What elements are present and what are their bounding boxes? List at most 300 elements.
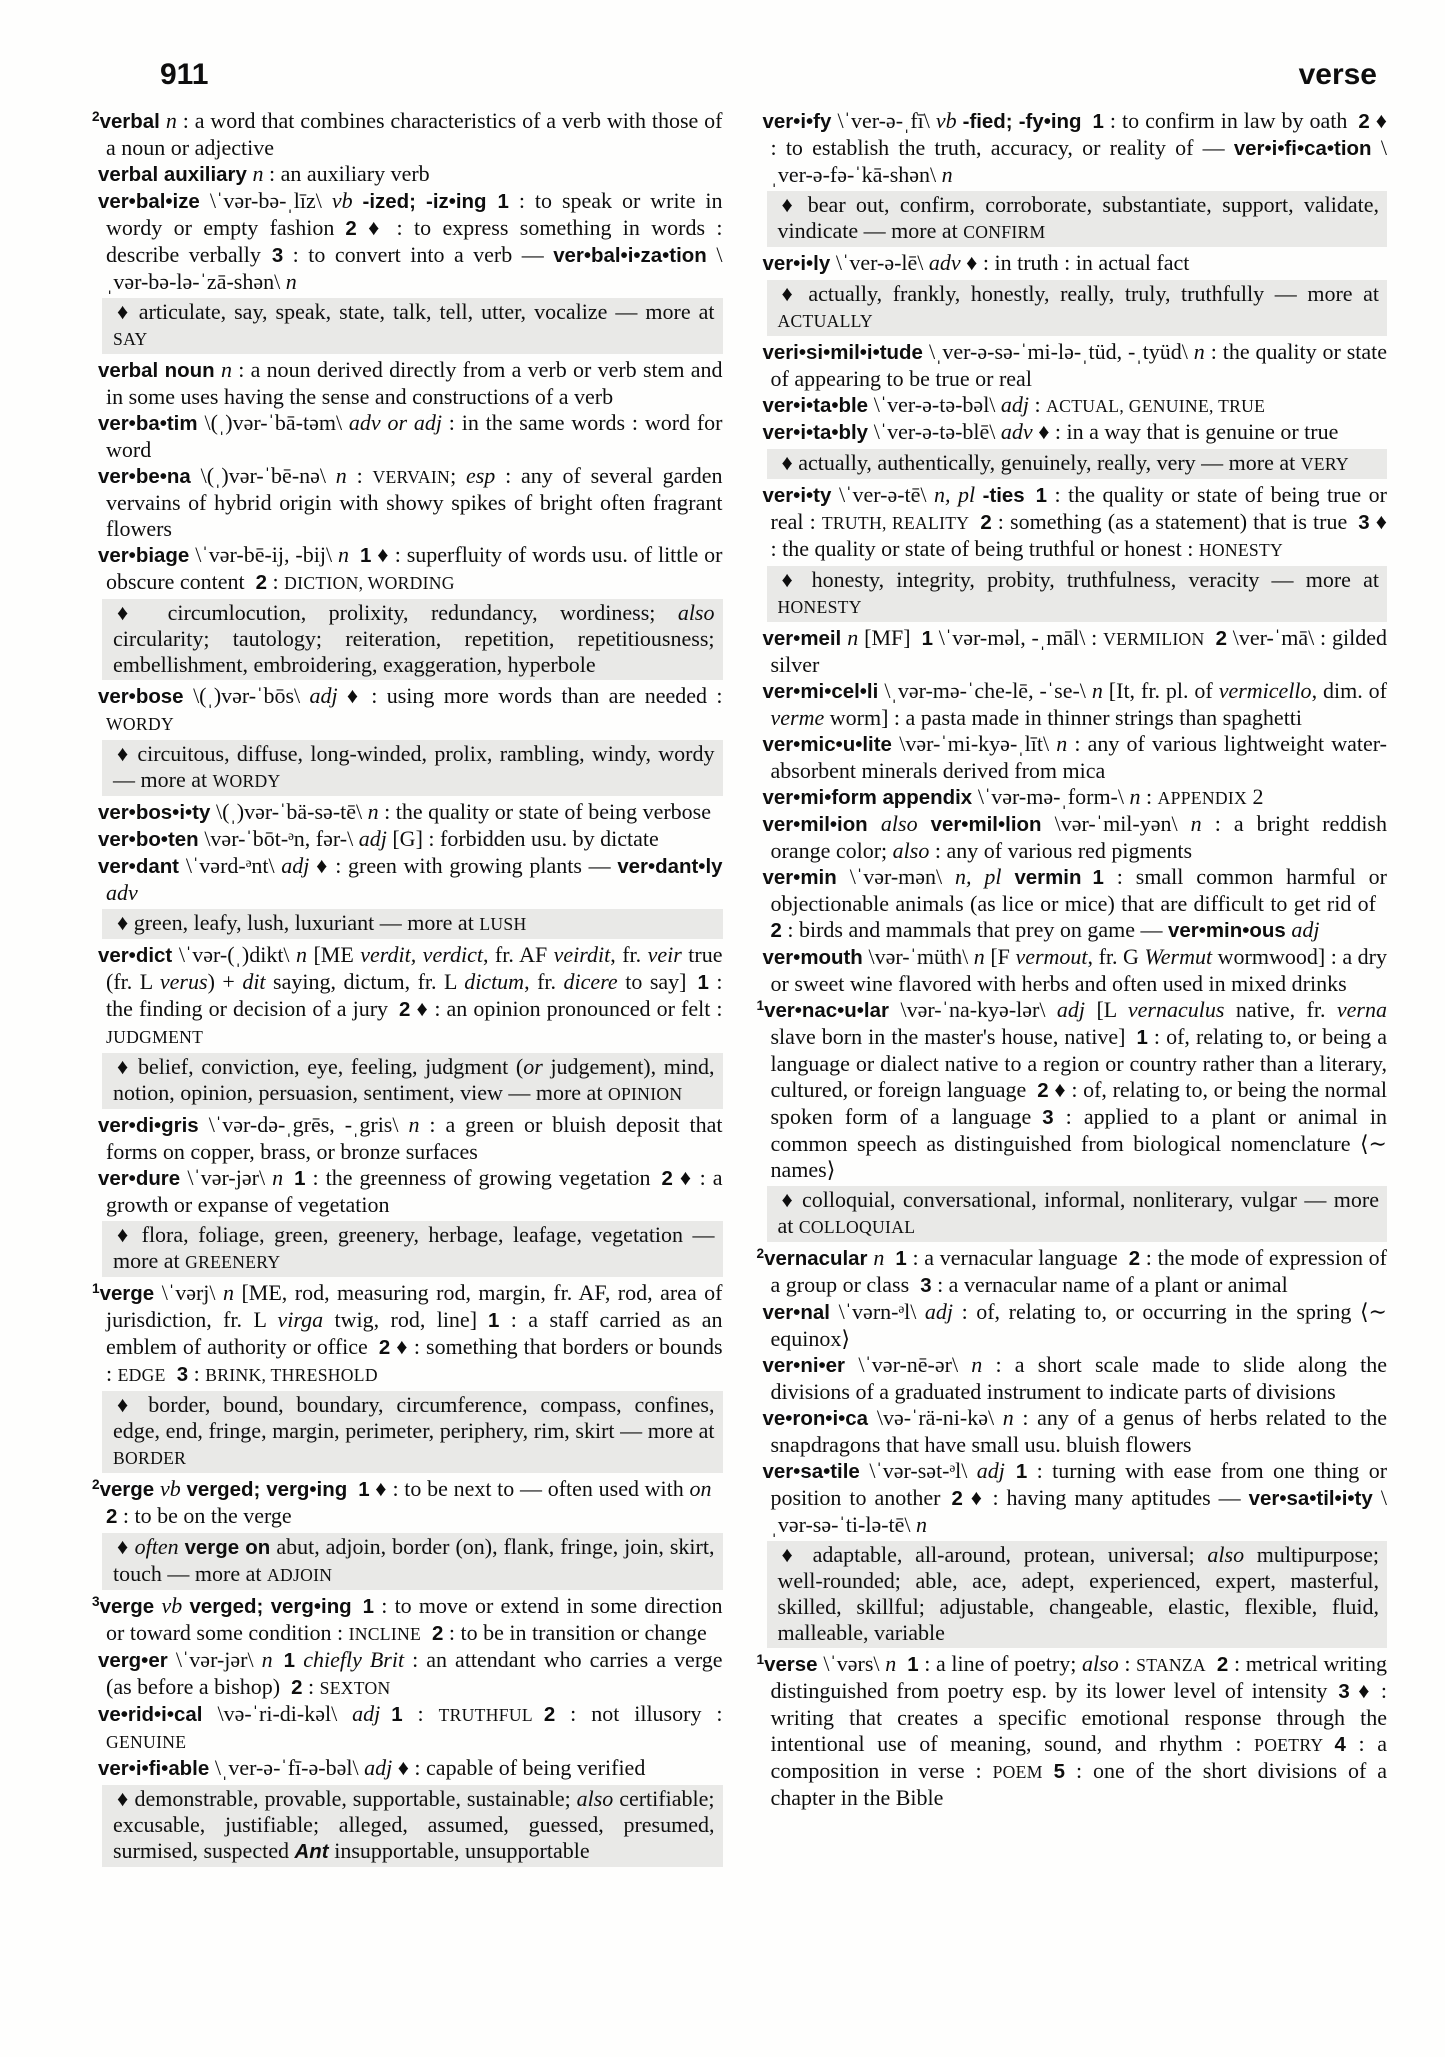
italic-text: often [134,1534,185,1559]
bold-text: vernacular [764,1247,874,1270]
dictionary-entry [92,799,723,826]
italic-text: n [1091,678,1109,703]
plain-text: ♦ : using more words than are needed : [346,683,723,708]
plain-text: ♦ actually, authentically, genuinely, really, very — more at [781,450,1301,475]
bold-text: 1 [488,1309,500,1332]
dictionary-entry [757,482,1388,563]
plain-text: : something (as a statement) that is true [991,509,1359,534]
italic-text: n [335,463,357,488]
plain-text: \ˌver-ə-fə-ˈkā-shən\ [770,135,1387,187]
bold-text: ver•biage [98,544,196,567]
italic-text: n [408,1112,430,1137]
plain-text: ♦ : in truth : in actual fact [966,250,1190,275]
bold-text: ver•dant•ly [617,855,723,878]
plain-text [1081,864,1092,889]
italic-text: vb [161,1593,190,1618]
plain-text [896,1651,907,1676]
bold-text: ver•i•fi•able [98,1757,215,1780]
plain-text: \(ˌ)vər-ˈbōs\ [193,683,310,708]
plain-text: ♦ : of, relating to, or being the normal spoken form of a language [770,1077,1388,1129]
plain-text: : the quality or state of appearing to be true or real [770,339,1388,391]
plain-text: [ME, rod, measuring rod, margin, fr. AF, rod, area of jurisdiction, fr. L [106,1280,723,1332]
plain-text: twig, rod, line] [334,1307,489,1332]
small-caps-text: GENUINE [106,1732,187,1752]
plain-text: \ˈvər-(ˌ)dikt\ [178,942,296,967]
small-caps-text: POEM [992,1762,1043,1782]
small-caps-text: LUSH [479,914,527,934]
plain-text: : to speak or write in wordy or empty fashion [106,188,723,240]
italic-text: vb [935,108,963,133]
plain-text [273,1647,284,1672]
plain-text: \ˈvər-jər\ [175,1647,262,1672]
plain-text: multipurpose; well-rounded; able, ace, adept, experienced, expert, masterful, skilled, skillful; adjustable, changeable, elastic, flexible, fluid, malleable, variable [777,1542,1379,1645]
plain-text: ♦ : to establish the truth, accuracy, or reality of — [770,108,1388,160]
dictionary-entry [92,161,723,188]
plain-text: : any of a genus of herbs related to the snapdragons that have small usu. bluish flowers [770,1405,1388,1457]
bold-text: verse [764,1653,824,1676]
plain-text: : to be in transition or change [443,1620,707,1645]
italic-text: verme [770,705,830,730]
bold-text: ver•i•ta•bly [762,421,874,444]
italic-text: n, pl [955,864,1015,889]
plain-text: \ˈvər-bē-ij, -bij\ [195,542,338,567]
dictionary-entry [92,357,723,410]
plain-text [1082,108,1093,133]
italic-text: n [873,1245,885,1270]
small-caps-text: DICTION, WORDING [284,573,455,593]
dictionary-entry [92,1755,723,1782]
homograph-number: 3 [92,1593,100,1609]
italic-text: vb [160,1476,187,1501]
small-caps-text: TRUTHFUL [438,1705,533,1725]
small-caps-text: JUDGMENT [106,1027,204,1047]
italic-text: adj [358,826,393,851]
plain-text: : a word that combines characteristics of a verb with those of a noun or adjective [106,108,723,160]
plain-text: : the finding or decision of a jury [106,969,723,1021]
synonym-paragraph [102,909,723,939]
bold-text: verbal [99,110,166,133]
dictionary-entry [92,1593,723,1647]
plain-text: : [1146,784,1158,809]
small-caps-text: ACTUAL, GENUINE, TRUE [1046,396,1266,416]
dictionary-entry [757,108,1388,188]
italic-text: n [1056,731,1075,756]
columns [0,90,1445,1870]
plain-text: : a line of poetry; [918,1651,1083,1676]
bold-text: 1 [697,971,709,994]
plain-text: [L [1096,997,1128,1022]
italic-text: n [337,542,349,567]
plain-text: \vər-ˈmil-yən\ [1054,811,1191,836]
italic-text: veir [647,942,689,967]
italic-text: dictum [464,969,525,994]
plain-text: , fr. G [1087,944,1145,969]
plain-text [533,1701,544,1726]
synonym-paragraph [767,566,1388,622]
plain-text: \ˈvərn-ᵊl\ [838,1299,925,1324]
plain-text: : to confirm in law by oath [1103,108,1359,133]
plain-text: : a short scale made to slide along the divisions of a graduated instrument to indicate parts of divisions [770,1352,1387,1404]
bold-text: 2 [951,1487,963,1510]
bold-text: ver•dict [98,944,179,967]
guide-word: verse [1298,58,1377,91]
bold-text: 1 [1092,110,1104,133]
plain-text: ♦ articulate, say, speak, state, talk, tell, utter, vocalize — more at [117,299,715,324]
plain-text [1025,482,1036,507]
plain-text: : to move or extend in some direction or toward some condition : [106,1593,723,1645]
plain-text: : any of various red pigments [934,838,1193,863]
plain-text: : a green or bluish deposit that forms on copper, brass, or bronze surfaces [106,1112,723,1164]
plain-text: \ˈvərs\ [823,1651,886,1676]
italic-text: dit [242,969,274,994]
italic-text: adj [352,1701,381,1726]
plain-text: \ˈvər-sət-ᵊl\ [869,1458,977,1483]
bold-text: 2 [980,511,992,534]
plain-text [380,1701,391,1726]
bold-text: 2 [291,1676,303,1699]
bold-text: verbal noun [98,359,222,382]
small-caps-text: STANZA [1136,1655,1206,1675]
plain-text: \ˈvər-mə-ˌform-\ [977,784,1130,809]
italic-text: n [222,1280,242,1305]
plain-text: \ˈver-ə-ˌfī\ [837,108,936,133]
plain-text: 2 [1247,784,1264,809]
bold-text: ver•bo•ten [98,828,205,851]
dictionary-entry [757,784,1388,811]
plain-text: ♦ : having many aptitudes — [962,1485,1249,1510]
bold-text: ver•bal•i•za•tion [553,244,717,267]
italic-text: also [1082,1651,1125,1676]
dictionary-entry [757,1405,1388,1458]
small-caps-text: SAY [113,329,148,349]
homograph-number: 2 [92,1476,100,1492]
bold-text: ver•ba•tim [98,412,205,435]
dictionary-entry [757,392,1388,419]
bold-text: ver•i•ta•ble [762,394,874,417]
small-caps-text: HONESTY [777,597,862,617]
bold-text: 3 [1338,1680,1350,1703]
plain-text [283,1165,294,1190]
plain-text: ♦ : to express something in words : describe verbally [106,215,723,267]
italic-text: n [367,799,385,824]
bold-text: ver•mic•u•lite [762,733,900,756]
italic-text: also [892,838,935,863]
dictionary-entry [757,1352,1388,1405]
plain-text [712,1476,723,1501]
plain-text: : one of the short divisions of a chapter in the Bible [770,1758,1387,1810]
italic-text: adj [309,683,347,708]
synonym-paragraph [767,191,1388,247]
small-caps-text: TRUTH, REALITY [821,513,970,533]
dictionary-entry [92,463,723,542]
plain-text: ♦ : an opinion pronounced or felt : [410,996,723,1021]
dictionary-entry [92,1280,723,1388]
bold-text: ver•bose [98,685,194,708]
plain-text: \(ˌ)vər-ˈbä-sə-tē\ [216,799,368,824]
italic-text: n [165,108,183,133]
plain-text: \ˈver-ə-lē\ [835,250,929,275]
plain-text [349,542,360,567]
italic-text: vermout [1015,944,1088,969]
plain-text: \ˈvər-mən\ [849,864,956,889]
plain-text: [G] : forbidden usu. by dictate [392,826,659,851]
bold-text: 3 [271,244,284,267]
plain-text: \ˈver-ə-tə-blē\ [873,419,1001,444]
plain-text: native, fr. [1235,997,1337,1022]
bold-italic-text: Ant [294,1840,335,1863]
italic-text: adv [1000,419,1039,444]
bold-text: verge [99,1282,162,1305]
plain-text: : a vernacular name of a plant or animal [931,1272,1288,1297]
bold-text: 3 [176,1363,189,1386]
italic-text: n [1190,811,1215,836]
dictionary-entry [757,419,1388,446]
plain-text [1043,1758,1054,1783]
plain-text: : any of various lightweight water-absorbent minerals derived from mica [770,731,1388,783]
small-caps-text: VERVAIN [372,467,451,487]
italic-text: verna [1336,997,1387,1022]
synonym-paragraph [102,1533,723,1590]
italic-text: also [1207,1542,1257,1567]
italic-text: vernaculus [1127,997,1236,1022]
bold-text: 1 [1035,484,1048,507]
bold-text: 2 [1128,1247,1141,1270]
plain-text: : a noun derived directly from a verb or verb stem and in some uses having the sense and constructions of a verb [106,357,723,409]
bold-text: ver•i•ly [762,252,836,275]
synonym-paragraph [767,1186,1388,1242]
dictionary-entry [757,944,1388,997]
plain-text: : the quality or state of being true or real : [770,482,1387,534]
plain-text [421,1620,432,1645]
dictionary-entry [92,1647,723,1701]
plain-text: ♦ demonstrable, provable, supportable, sustainable; [117,1786,577,1811]
italic-text: n [221,357,239,382]
bold-text: veri•si•mil•i•tude [762,341,929,364]
plain-text: \vər-ˈmüth\ [868,944,974,969]
dictionary-entry [757,1651,1388,1811]
plain-text: : a staff carried as an emblem of authority or office [106,1307,723,1359]
dictionary-entry [92,188,723,295]
italic-text: adj [281,853,317,878]
plain-text: : not illusory : [555,1701,723,1726]
bold-text: 4 [1334,1733,1346,1756]
bold-text: 1 [907,1653,919,1676]
plain-text: : metrical writing distinguished from poetry esp. by its lower level of intensity [770,1651,1387,1703]
bold-text: 3 [1358,511,1370,534]
dictionary-entry [92,853,723,906]
bold-text: verg•er [98,1649,176,1672]
bold-text: 2 [770,919,782,942]
bold-text: 2 [661,1167,673,1190]
page-number: 911 [160,58,209,91]
bold-text: 2 [345,217,357,240]
plain-text: : any of several garden vervains of hybrid origin with showy spikes of bright often fragrant flowers [106,463,723,541]
plain-text [1323,1731,1334,1756]
small-caps-text: COLLOQUIAL [798,1217,916,1237]
bold-text: 1 [294,1167,306,1190]
bold-text: -fied; -fy•ing [962,110,1082,133]
bold-text: ver•i•fi•ca•tion [1233,137,1381,160]
plain-text [969,509,980,534]
small-caps-text: BRINK, THRESHOLD [205,1365,378,1385]
italic-text: vermicello [1218,678,1312,703]
plain-text: ♦ belief, conviction, eye, feeling, judgment ( [117,1054,524,1079]
dictionary-entry [92,108,723,161]
dictionary-entry [92,1112,723,1165]
plain-text: ♦ [117,1534,135,1559]
plain-text: : an auxiliary verb [269,161,430,186]
bold-text: 2 [255,571,268,594]
plain-text: \ver-ˈmā\ : gilded silver [770,625,1387,677]
homograph-number: 1 [756,1651,765,1667]
bold-text: 1 [895,1247,907,1270]
bold-text: ver•meil [762,627,848,650]
plain-text: : a bright reddish orange color; [770,811,1387,863]
bold-text: ver•min [762,866,850,889]
plain-text: ♦ : something that borders or bounds : [106,1334,723,1386]
plain-text: : [1124,1651,1137,1676]
plain-text: : birds and mammals that prey on game — [781,917,1169,942]
italic-text: adv [928,250,967,275]
plain-text [347,1476,358,1501]
dictionary-entry [757,864,1388,944]
plain-text: ♦ circumlocution, prolixity, redundancy, wordiness; [117,600,678,625]
plain-text: ♦ : in a way that is genuine or true [1038,419,1339,444]
homograph-number: 1 [756,997,765,1013]
plain-text: ♦ flora, foliage, green, greenery, herbage, leafage, vegetation — more at [113,1222,715,1273]
bold-text: ver•mi•form appendix [762,786,978,809]
bold-text: verge [99,1595,162,1618]
plain-text [1005,1458,1016,1483]
italic-text: adj [976,1458,1005,1483]
plain-text: : in the same words : word for word [106,410,723,462]
bold-text: 3 [1042,1106,1054,1129]
synonym-paragraph [102,740,723,796]
dictionary-entry [757,339,1388,392]
plain-text: : a vernacular language [906,1245,1129,1270]
bold-text: ver•i•ty [762,484,840,507]
plain-text: worm] : a pasta made in thinner strings than spaghetti [829,705,1303,730]
plain-text: : an attendant who carries a verge (as before a bishop) [106,1647,723,1699]
dictionary-entry [92,1165,723,1218]
bold-text: ver•nac•u•lar [764,999,901,1022]
bold-text: 2 [1215,627,1227,650]
italic-text: on [689,1476,712,1501]
italic-text: adj [1291,917,1320,942]
dictionary-entry [757,678,1388,731]
plain-text: : to be on the verge [117,1503,292,1528]
page-header [0,0,1445,90]
synonym-paragraph [102,1221,723,1277]
plain-text: ♦ : to be next to — often used with [369,1476,690,1501]
italic-text: n [885,1651,897,1676]
small-caps-text: POETRY [1254,1735,1324,1755]
italic-text: also [677,600,715,625]
plain-text: ♦ circuitous, diffuse, long-winded, prolix, rambling, windy, wordy — more at [113,741,715,792]
italic-text: n [261,1647,273,1672]
bold-text: -ized; -iz•ing [362,190,487,213]
dictionary-entry [92,1476,723,1530]
plain-text [884,1245,895,1270]
plain-text: ♦ colloquial, conversational, informal, nonliterary, vulgar — more at [777,1187,1379,1238]
italic-text: verdit, verdict [360,942,483,967]
bold-text: 1 [1092,866,1104,889]
bold-text: 2 [432,1622,444,1645]
plain-text: : of, relating to, or occurring in the spring ⟨∼ equinox⟩ [770,1299,1387,1351]
plain-text: ♦ : the quality or state of being truthful or honest : [770,509,1387,561]
italic-text: adj [924,1299,962,1324]
dictionary-entry [757,625,1388,678]
plain-text: wormwood] : a dry or sweet wine flavored with herbs and often used in mixed drinks [770,944,1388,996]
plain-text: [F [990,944,1016,969]
column-right [757,108,1388,1870]
plain-text: , fr. [610,942,648,967]
italic-text: n [272,1165,284,1190]
dictionary-entry [757,997,1388,1183]
synonym-paragraph [767,449,1388,479]
synonym-paragraph [102,1785,723,1867]
bold-text: 5 [1053,1760,1066,1783]
plain-text: \vər-ˈmi-kyə-ˌlīt\ [899,731,1057,756]
plain-text: ♦ : writing that creates a specific emotional response through the intentional use of meaning, sound, and rhythm : [770,1678,1387,1756]
plain-text: \vər-ˈna-kyə-lər\ [900,997,1057,1022]
bold-text: 1 [283,1649,304,1672]
plain-text: [It, fr. pl. of [1108,678,1219,703]
plain-text: \və-ˈri-di-kəl\ [217,1701,353,1726]
bold-text: vermin [1014,866,1082,889]
bold-text: ver•mouth [762,946,869,969]
homograph-number: 2 [756,1245,765,1261]
small-caps-text: HONESTY [1198,540,1284,560]
bold-text: 2 [106,1505,118,1528]
italic-text: dicere [563,969,626,994]
plain-text: , dim. of [1311,678,1387,703]
italic-text: n [916,1512,928,1537]
plain-text: ♦ bear out, confirm, corroborate, substantiate, support, validate, vindicate — more at [777,192,1379,243]
bold-text: 1 [1136,1026,1148,1049]
italic-text: n [285,269,297,294]
plain-text [1206,1651,1217,1676]
dictionary-entry [92,542,723,596]
bold-text: ver•mi•cel•li [762,680,885,703]
plain-text: \ˌver-ə-sə-ˈmi-lə-ˌtüd, -ˌtyüd\ [928,339,1194,364]
dictionary-entry [92,942,723,1050]
small-caps-text: SEXTON [319,1678,391,1698]
bold-text: ve•rid•i•cal [98,1703,218,1726]
plain-text: \ˌvər-sə-ˈti-lə-tē\ [770,1485,1387,1537]
plain-text: certifiable; excusable, justifiable; alleged, assumed, guessed, presumed, surmised, suspected [113,1786,715,1863]
plain-text: to say] [625,969,698,994]
italic-text: adj [1056,997,1097,1022]
italic-text: adv [106,880,138,905]
small-caps-text: CONFIRM [963,222,1046,242]
plain-text: : to convert into a verb — [283,242,554,267]
plain-text [1205,625,1216,650]
plain-text: ♦ : superfluity of words usu. of little or obscure content [106,542,723,594]
bold-text: 1 [391,1703,403,1726]
bold-text: verbal auxiliary [98,163,253,186]
plain-text: \(ˌ)vər-ˈbē-nə\ [200,463,336,488]
plain-text: \vər-ˈbōt-ᵊn, fər-\ [204,826,359,851]
bold-text: ver•nal [762,1301,839,1324]
italic-text: n [1002,1405,1023,1430]
plain-text: : [356,463,373,488]
plain-text: [MF] [864,625,922,650]
bold-text: 2 [543,1703,556,1726]
plain-text: insupportable, unsupportable [334,1838,590,1863]
plain-text: judgement), mind, notion, opinion, persuasion, sentiment, view — more at [113,1054,715,1105]
bold-text: verge [99,1478,161,1501]
